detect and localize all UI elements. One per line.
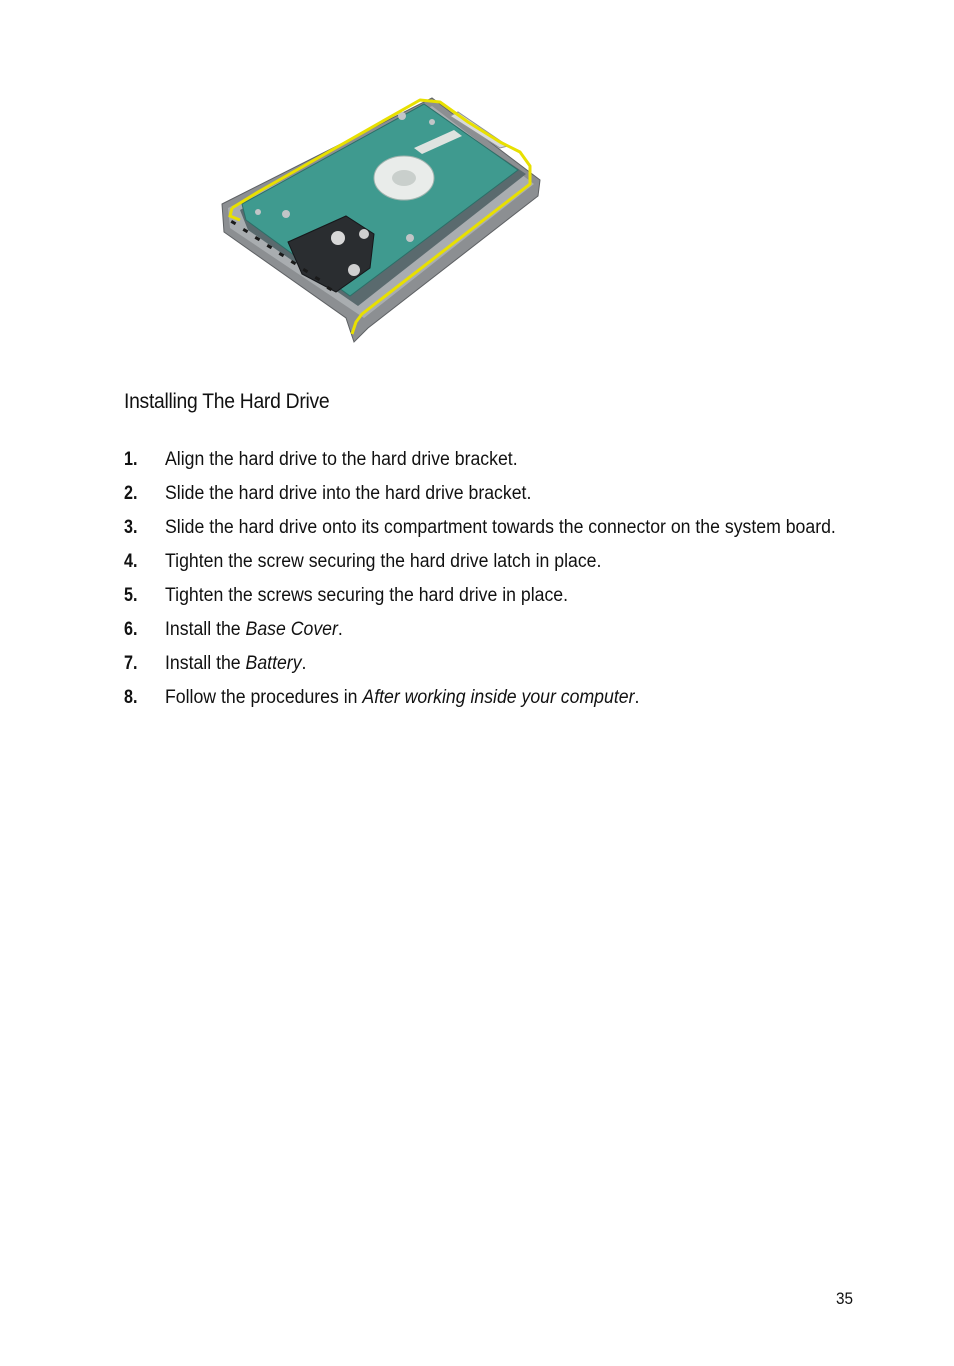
step-text xyxy=(165,650,853,677)
step-text xyxy=(165,684,853,711)
step-number: 5. xyxy=(124,585,138,606)
step-item xyxy=(124,616,844,643)
step-text xyxy=(165,582,853,609)
step-text-part: Tighten the screws securing the hard drive in place. xyxy=(165,585,569,606)
hard-drive-bracket-image xyxy=(218,92,548,344)
step-text xyxy=(165,446,853,473)
step-text-part: . xyxy=(337,619,343,640)
step-text-part: Tighten the screw securing the hard drive latch in place. xyxy=(165,551,602,572)
step-text xyxy=(165,514,853,541)
step-item xyxy=(124,548,844,575)
step-item xyxy=(124,514,844,541)
step-item xyxy=(124,582,844,609)
step-item xyxy=(124,650,844,677)
step-number: 7. xyxy=(124,653,138,674)
step-text-part: Slide the hard drive onto its compartment towards the connector on the system board. xyxy=(165,517,836,538)
step-item xyxy=(124,480,844,507)
step-text-part: Align the hard drive to the hard drive bracket. xyxy=(165,449,518,470)
step-number: 4. xyxy=(124,551,138,572)
step-number: 1. xyxy=(124,449,138,470)
section-title: Installing The Hard Drive xyxy=(124,390,330,413)
step-item xyxy=(124,684,844,711)
step-text xyxy=(165,616,853,643)
step-number: 2. xyxy=(124,483,138,504)
step-text xyxy=(165,548,853,575)
step-text-part: . xyxy=(634,687,640,708)
instruction-steps xyxy=(124,446,844,718)
step-reference: After working inside your computer xyxy=(362,687,635,708)
step-text-part: Follow the procedures in xyxy=(165,687,363,708)
step-number: 8. xyxy=(124,687,138,708)
step-text-part: Install the xyxy=(165,619,246,640)
step-text-part: Install the xyxy=(165,653,246,674)
step-reference: Base Cover xyxy=(245,619,338,640)
step-number: 3. xyxy=(124,517,138,538)
step-text-part: Slide the hard drive into the hard drive bracket. xyxy=(165,483,532,504)
step-text xyxy=(165,480,853,507)
step-number: 6. xyxy=(124,619,138,640)
step-text-part: . xyxy=(301,653,307,674)
page-number: 35 xyxy=(836,1289,854,1308)
step-item xyxy=(124,446,844,473)
step-reference: Battery xyxy=(245,653,302,674)
